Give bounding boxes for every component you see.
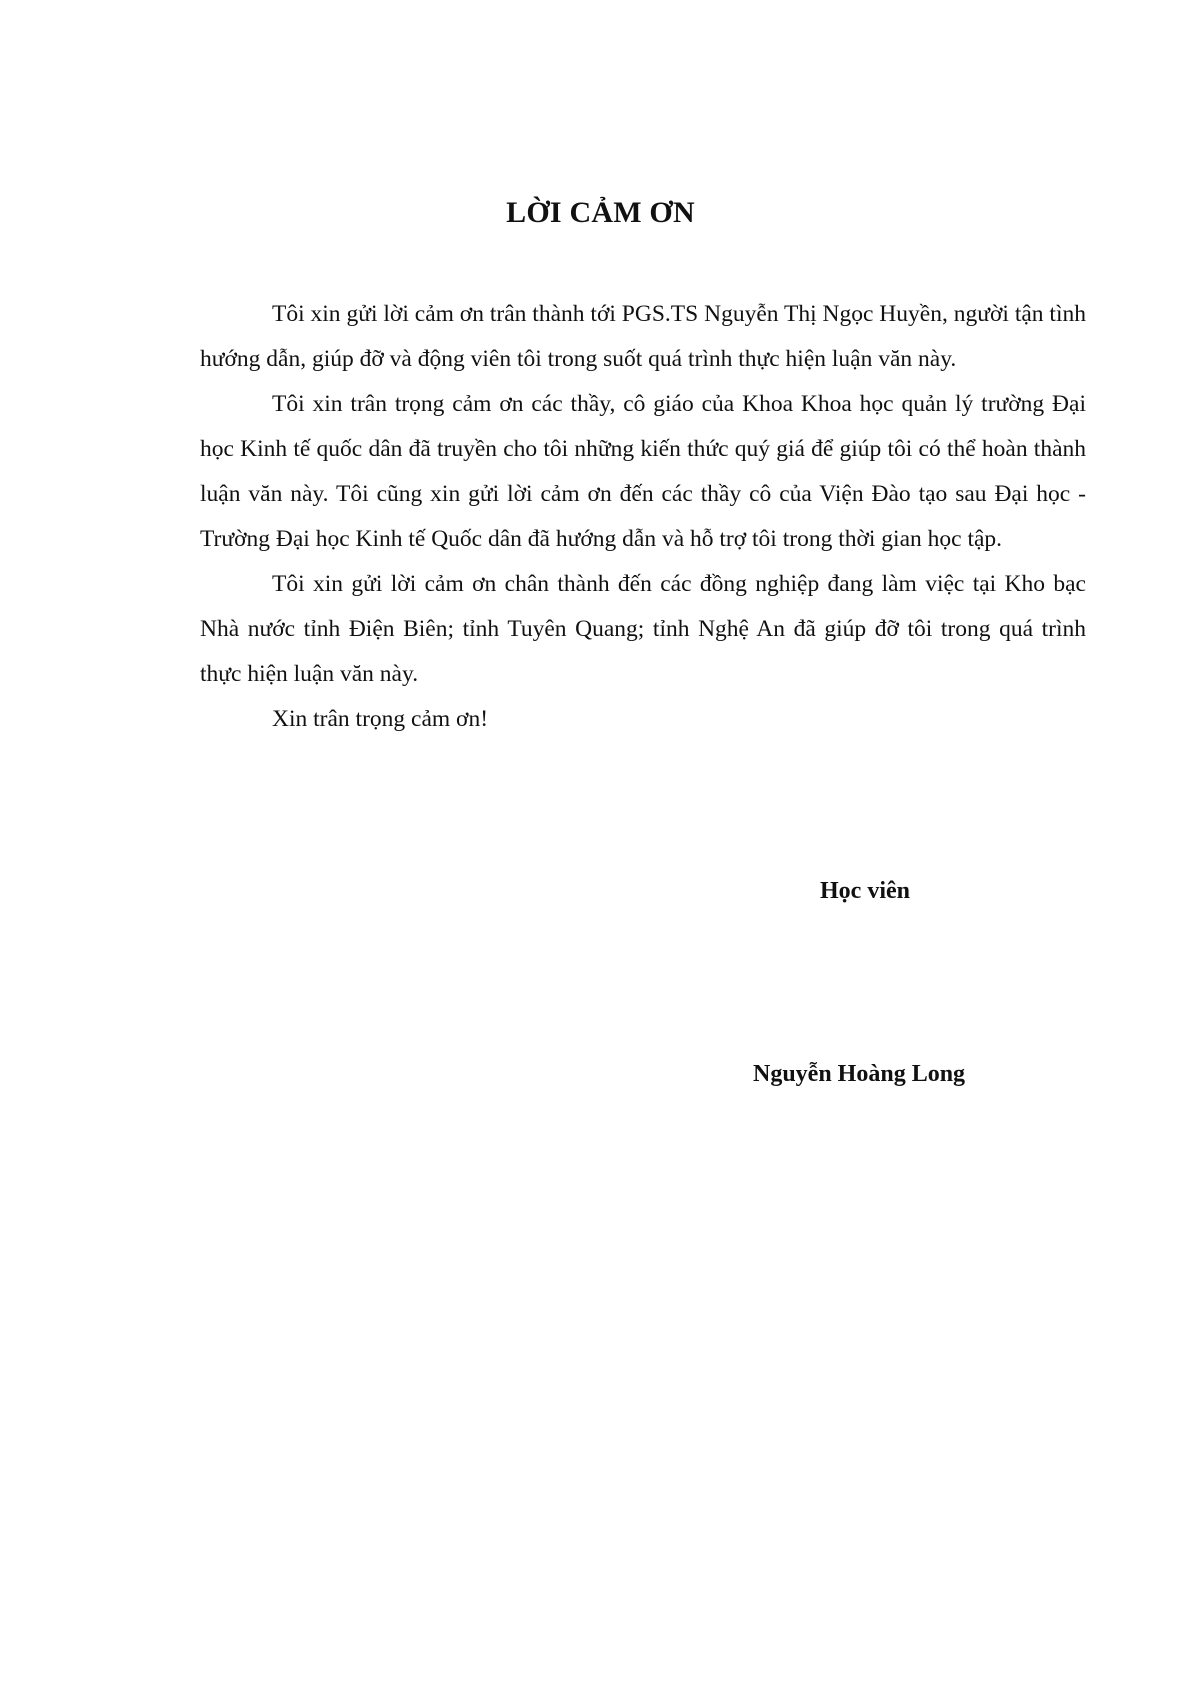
paragraph-closing: Xin trân trọng cảm ơn!	[272, 706, 489, 732]
signature-role: Học viên	[820, 878, 910, 904]
paragraph-advisor-thanks: Tôi xin gửi lời cảm ơn trân thành tới PGS.TS Nguyễn Thị Ngọc Huyền, người tận tình hướng dẫn, giúp đỡ và động viên tôi trong suốt quá trình thực hiện luận văn này.	[200, 301, 1086, 372]
document-body	[200, 292, 1086, 742]
paragraph-colleagues-thanks: Tôi xin gửi lời cảm ơn chân thành đến các đồng nghiệp đang làm việc tại Kho bạc Nhà nước tỉnh Điện Biên; tỉnh Tuyên Quang; tỉnh Nghệ An đã giúp đỡ tôi trong quá trình thực hiện luận văn này.	[200, 571, 1086, 687]
paragraph-faculty-thanks: Tôi xin trân trọng cảm ơn các thầy, cô giáo của Khoa Khoa học quản lý trường Đại học Kinh tế quốc dân đã truyền cho tôi những kiến thức quý giá để giúp tôi có thể hoàn thành luận văn này. Tôi cũng xin gửi lời cảm ơn đến các thầy cô của Viện Đào tạo sau Đại học - Trường Đại học Kinh tế Quốc dân đã hướng dẫn và hỗ trợ tôi trong thời gian học tập.	[200, 391, 1086, 552]
page-title: LỜI CẢM ƠN	[506, 196, 695, 229]
signature-name: Nguyễn Hoàng Long	[753, 1061, 966, 1087]
